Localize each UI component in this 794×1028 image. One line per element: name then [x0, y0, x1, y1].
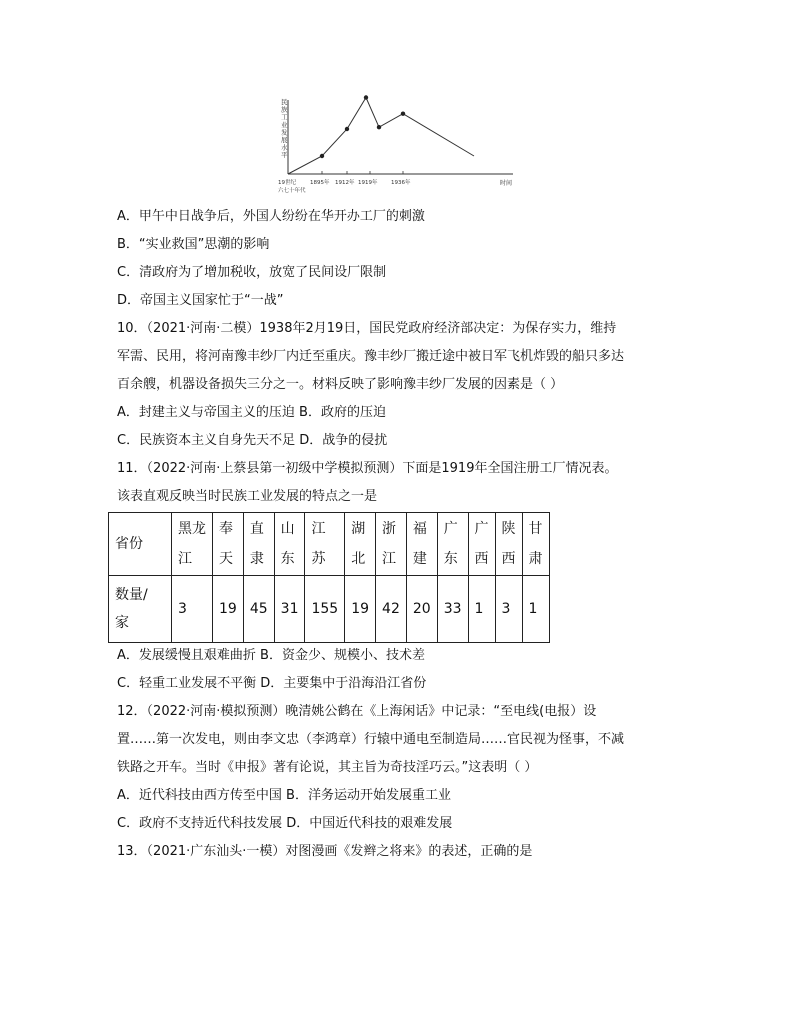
q10-stem-line: 10．（2021·河南·二模）1938年2月19日，国民党政府经济部决定：为保存实力，维持 — [117, 321, 617, 336]
series-line — [288, 98, 474, 175]
x-tick-label: 1912年 — [335, 180, 355, 186]
count-cell: 3 — [172, 576, 213, 643]
data-point — [401, 112, 405, 116]
count-cell: 45 — [243, 576, 274, 643]
q12-options-cd[interactable]: C．政府不支持近代科技发展 D．中国近代科技的艰难发展 — [117, 816, 453, 831]
y-axis-label-char: 工 — [281, 113, 288, 122]
y-axis-label-char: 水 — [281, 143, 288, 152]
q12-stem-line: 铁路之开车。当时《申报》著有论说，其主旨为奇技淫巧云。”这表明（ ） — [117, 760, 538, 775]
x-start-label: 六七十年代 — [278, 188, 306, 194]
q9-option-a[interactable]: A．甲午中日战争后，外国人纷纷在华开办工厂的刺激 — [117, 209, 425, 224]
factory-table — [108, 512, 550, 643]
data-point — [377, 125, 381, 129]
q10-stem-line: 百余艘，机器设备损失三分之一。材料反映了影响豫丰纱厂发展的因素是（ ） — [117, 377, 564, 392]
count-cell: 33 — [437, 576, 468, 643]
x-start-label: 19世纪 — [278, 180, 296, 186]
industry-development-chart — [278, 94, 518, 198]
province-cell: 福 建 — [406, 513, 437, 576]
count-cell: 20 — [406, 576, 437, 643]
q9-option-d[interactable]: D．帝国主义国家忙于“一战” — [117, 293, 284, 308]
province-cell: 黑龙 江 — [172, 513, 213, 576]
x-axis-label: 时间 — [500, 180, 513, 187]
count-header: 数量/ 家 — [109, 576, 172, 643]
province-header: 省份 — [109, 513, 172, 576]
q9-option-b[interactable]: B．“实业救国”思潮的影响 — [117, 237, 270, 252]
y-axis-label-char: 发 — [281, 128, 288, 137]
count-cell: 31 — [274, 576, 305, 643]
province-cell: 奉 天 — [213, 513, 244, 576]
province-cell: 广 东 — [437, 513, 468, 576]
x-tick-label: 1919年 — [358, 180, 378, 186]
chart-axes — [281, 97, 513, 187]
q10-stem-line: 军需、民用，将河南豫丰纱厂内迁至重庆。豫丰纱厂搬迁途中被日军飞机炸毁的船只多达 — [117, 349, 625, 364]
province-cell: 湖 北 — [345, 513, 376, 576]
data-point — [364, 95, 368, 99]
q12-options-ab[interactable]: A．近代科技由西方传至中国 B．洋务运动开始发展重工业 — [117, 788, 451, 803]
province-row — [109, 513, 550, 576]
q11-options-ab[interactable]: A．发展缓慢且艰难曲折 B．资金少、规模小、技术差 — [117, 648, 425, 663]
province-cell: 浙 江 — [376, 513, 407, 576]
y-axis-label-char: 业 — [281, 120, 288, 129]
count-cell: 3 — [495, 576, 522, 643]
count-cell: 19 — [213, 576, 244, 643]
data-point — [345, 127, 349, 131]
province-cell: 山 东 — [274, 513, 305, 576]
province-cell: 江 苏 — [305, 513, 345, 576]
y-axis-label-char: 民 — [281, 98, 288, 106]
province-cell: 直 隶 — [243, 513, 274, 576]
x-tick-label: 1936年 — [391, 180, 411, 186]
q13-stem-line: 13．（2021·广东汕头·一模）对图漫画《发辫之将来》的表述，正确的是 — [117, 844, 533, 859]
province-cell: 甘 肃 — [522, 513, 549, 576]
q10-options-cd[interactable]: C．民族资本主义自身先天不足 D．战争的侵扰 — [117, 433, 388, 448]
province-cell: 广 西 — [468, 513, 495, 576]
q11-stem-line: 11．（2022·河南·上蔡县第一初级中学模拟预测）下面是1919年全国注册工厂情况表。 — [117, 461, 618, 476]
count-cell: 19 — [345, 576, 376, 643]
count-cell: 1 — [522, 576, 549, 643]
q11-options-cd[interactable]: C．轻重工业发展不平衡 D．主要集中于沿海沿江省份 — [117, 676, 427, 691]
province-cell: 陕 西 — [495, 513, 522, 576]
x-tick-label: 1895年 — [310, 180, 330, 186]
y-axis-label-char: 族 — [281, 105, 288, 114]
y-axis-label-char: 平 — [281, 151, 288, 160]
y-axis-label-char: 展 — [281, 136, 288, 144]
q12-stem-line: 12．（2022·河南·模拟预测）晚清姚公鹤在《上海闲话》中记录：“至电线(电报）设 — [117, 704, 597, 719]
count-row — [109, 576, 550, 643]
q11-stem-line: 该表直观反映当时民族工业发展的特点之一是 — [117, 489, 378, 504]
count-cell: 1 — [468, 576, 495, 643]
q12-stem-line: 置……第一次发电，则由李文忠（李鸿章）行辕中通电至制造局……官民视为怪事，不减 — [117, 732, 625, 747]
q9-option-c[interactable]: C．清政府为了增加税收，放宽了民间设厂限制 — [117, 265, 387, 280]
data-point — [320, 154, 324, 158]
chart-line — [288, 95, 474, 174]
q10-options-ab[interactable]: A．封建主义与帝国主义的压迫 B．政府的压迫 — [117, 405, 386, 420]
count-cell: 42 — [376, 576, 407, 643]
count-cell: 155 — [305, 576, 345, 643]
